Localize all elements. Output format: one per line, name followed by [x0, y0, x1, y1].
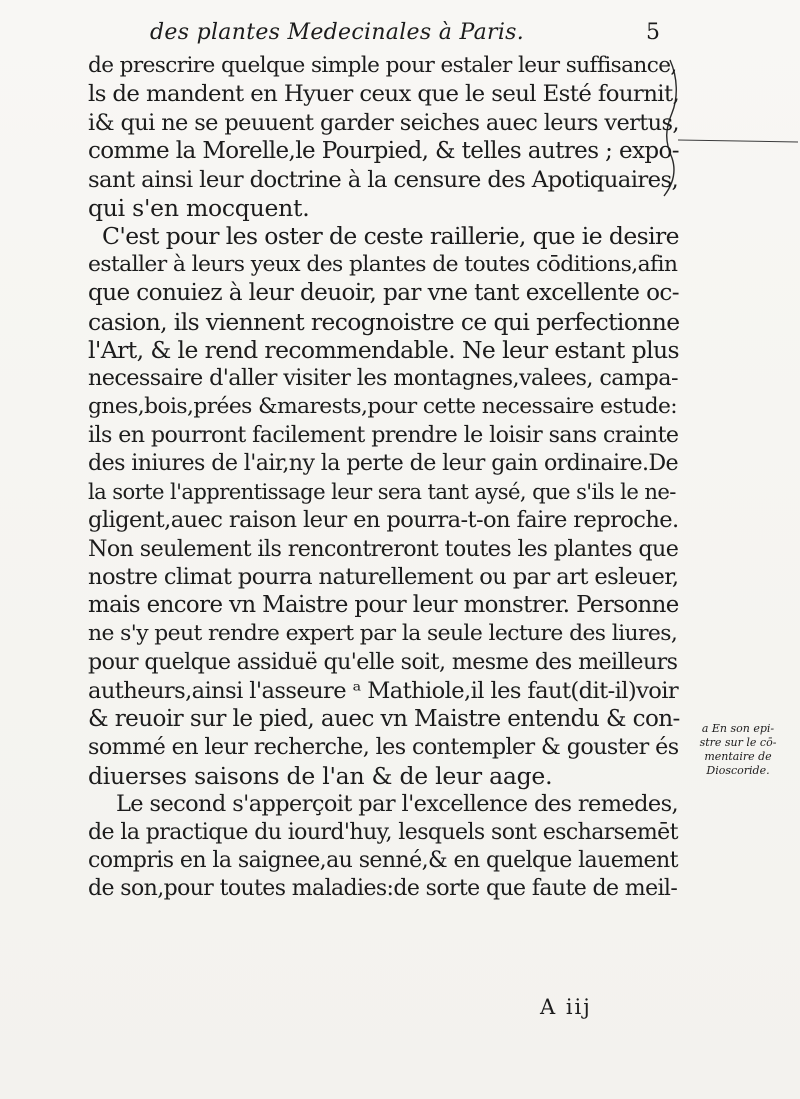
text-line: sommé en leur recherche, les contempler & gouster és [88, 734, 679, 761]
signature-mark: A iij [540, 995, 592, 1019]
margin-note-line: stre sur le cō- [699, 736, 777, 749]
text-line: i& qui ne se peuuent garder seiches auec leurs vertus, [88, 109, 679, 136]
page-number: 5 [646, 20, 660, 45]
text-line: l'Art, & le rend recommendable. Ne leur estant plus [88, 335, 679, 364]
text-line: ne s'y peut rendre expert par la seule lecture des liures, [88, 620, 678, 646]
text-line: comme la Morelle,le Pourpied, & telles autres ; expo- [88, 138, 679, 165]
text-line: de son,pour toutes maladies:de sorte que faute de meil- [88, 876, 678, 902]
text-line: & reuoir sur le pied, auec vn Maistre entendu & con- [88, 705, 680, 732]
text-line: autheurs,ainsi l'asseure ᵃ Mathiole,il les faut(dit-il)voir [88, 677, 679, 704]
running-head [150, 20, 660, 50]
text-line: qui s'en mocquent. [88, 193, 310, 222]
text-line: gligent,auec raison leur en pourra-t-on faire reproche. [88, 507, 679, 534]
margin-bracket-mark [660, 58, 800, 208]
text-line: C'est pour les oster de ceste raillerie, que ie desire [102, 222, 679, 251]
running-title: des plantes Medecinales à Paris. [150, 20, 525, 45]
text-line: de la practique du iourd'huy, lesquels sont escharsemēt [88, 819, 678, 845]
text-line: ils en pourront facilement prendre le loisir sans crainte [88, 422, 679, 449]
text-line: necessaire d'aller visiter les montagnes,valees, campa- [88, 365, 678, 392]
body-text [88, 52, 680, 904]
text-line: pour quelque assiduë qu'elle soit, mesme des meilleurs [88, 649, 678, 676]
text-line: mais encore vn Maistre pour leur monstrer. Personne [88, 592, 679, 619]
margin-note-line: Dioscoride. [706, 764, 770, 777]
text-line: Le second s'apperçoit par l'excellence des remedes, [116, 791, 679, 818]
text-line: de prescrire quelque simple pour estaler leur suffisance, [88, 53, 677, 78]
text-line: diuerses saisons de l'an & de leur aage. [88, 761, 553, 790]
margin-note [692, 722, 784, 778]
text-line: des iniures de l'air,ny la perte de leur gain ordinaire.De [88, 450, 679, 477]
text-line: sant ainsi leur doctrine à la censure des Apotiquaires, [88, 166, 679, 193]
text-line: gnes,bois,prées &marests,pour cette necessaire estude: [88, 393, 678, 419]
text-line: casion, ils viennent recognoistre ce qui perfectionne [88, 307, 680, 336]
text-line: compris en la saignee,au senné,& en quelque lauement [88, 847, 678, 873]
text-line: la sorte l'apprentissage leur sera tant aysé, que s'ils le ne- [88, 478, 676, 504]
text-line: ls de mandent en Hyuer ceux que le seul Esté fournit, [88, 81, 680, 108]
text-line: nostre climat pourra naturellement ou par art esleuer, [88, 564, 679, 591]
margin-note-line: mentaire de [704, 750, 772, 763]
text-line: que conuiez à leur deuoir, par vne tant excellente oc- [88, 280, 679, 307]
margin-note-line: a En son epi- [701, 722, 775, 735]
text-line: Non seulement ils rencontreront toutes les plantes que [88, 535, 679, 562]
text-line: estaller à leurs yeux des plantes de toutes cōditions,afin [88, 251, 678, 277]
